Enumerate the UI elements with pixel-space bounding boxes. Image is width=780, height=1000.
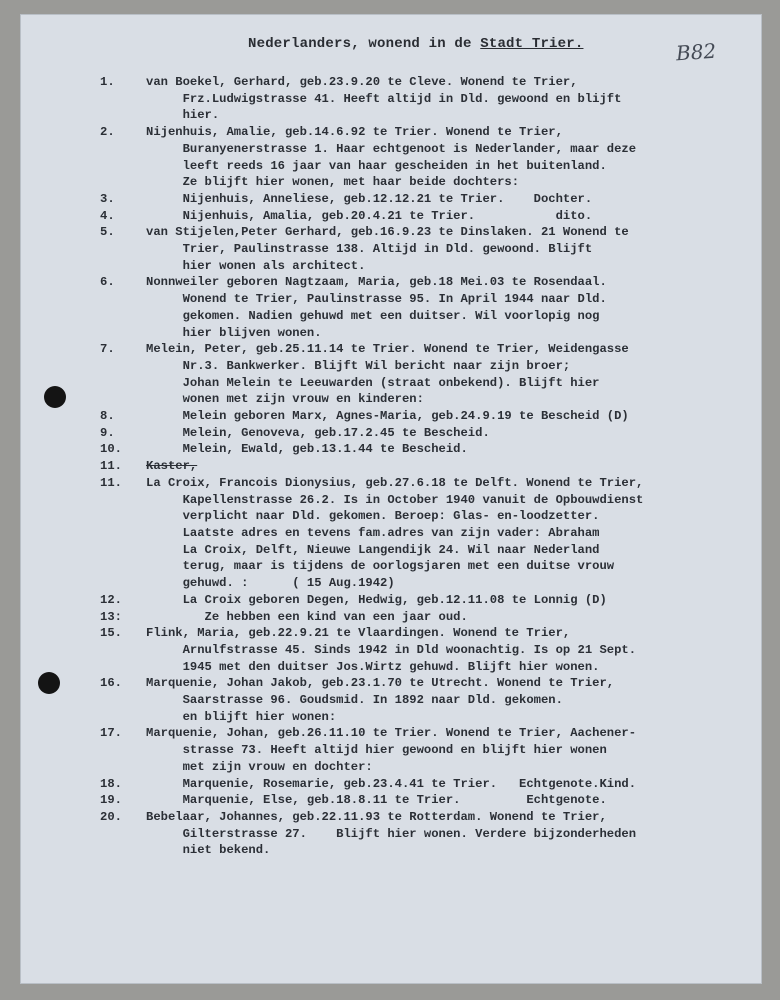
entry-number: 2. (100, 125, 115, 140)
entry-number: 8. (100, 409, 115, 424)
entry-number: 15. (100, 626, 122, 641)
entry-text: Melein, Genoveva, geb.17.2.45 te Bescheid. (146, 425, 490, 440)
list-item (100, 441, 750, 458)
entry-number: 18. (100, 776, 122, 791)
entry-number: 7. (100, 342, 115, 357)
title-prefix: Nederlanders, wonend in de (248, 36, 481, 52)
list-item (100, 274, 750, 341)
punch-hole-top (44, 386, 66, 408)
entry-list (100, 74, 750, 859)
list-item (100, 458, 750, 475)
entry-text: van Stijelen,Peter Gerhard, geb.16.9.23 te Dinslaken. 21 Wonend te Trier, Paulinstrasse 138. Altijd in Dld. gewoond. Blijft hier wonen als architect. (146, 225, 629, 273)
list-item (100, 792, 750, 809)
entry-text: Nijenhuis, Anneliese, geb.12.12.21 te Trier. Dochter. (146, 191, 593, 206)
list-item (100, 208, 750, 225)
list-item (100, 809, 750, 859)
entry-text: Marquenie, Johan Jakob, geb.23.1.70 te Utrecht. Wonend te Trier, Saarstrasse 96. Goudsmid. In 1892 naar Dld. gekomen. en blijft hier wonen: (146, 676, 615, 724)
entry-number: 12. (100, 592, 122, 607)
entry-number: 17. (100, 726, 122, 741)
entry-text: Melein, Peter, geb.25.11.14 te Trier. Wonend te Trier, Weidengasse Nr.3. Bankwerker. Blijft Wil bericht naar zijn broer; Johan Melein te Leeuwarden (straat onbekend). Blijft hier wonen met zijn vrouw en kinderen: (146, 342, 629, 407)
entry-text: Kaster, (146, 459, 198, 474)
entry-text: Melein, Ewald, geb.13.1.44 te Bescheid. (146, 442, 468, 457)
entry-number: 3. (100, 191, 115, 206)
entry-number: 13: (100, 609, 122, 624)
list-item (100, 592, 750, 609)
entry-number: 11. (100, 475, 122, 490)
list-item (100, 475, 750, 592)
title-place: Stadt Trier. (480, 36, 584, 52)
entry-number: 16. (100, 676, 122, 691)
entry-text: Bebelaar, Johannes, geb.22.11.93 te Rotterdam. Wonend te Trier, Gilterstrasse 27. Blijft hier wonen. Verdere bijzonderheden niet bekend. (146, 809, 637, 858)
entry-text: Flink, Maria, geb.22.9.21 te Vlaardingen. Wonend te Trier, Arnulfstrasse 45. Sinds 1942 in Dld woonachtig. Is op 21 Sept. 1945 met den duitser Jos.Wirtz gehuwd. Blijft hier wonen. (146, 626, 637, 674)
list-item (100, 224, 750, 274)
list-item (100, 408, 750, 425)
list-item (100, 425, 750, 442)
list-item (100, 725, 750, 775)
document-page (20, 14, 762, 984)
entry-text: Ze hebben een kind van een jaar oud. (146, 609, 468, 624)
entry-number: 19. (100, 793, 122, 808)
list-item (100, 675, 750, 725)
list-item (100, 74, 750, 124)
document-title (248, 36, 583, 52)
punch-hole-bottom (38, 672, 60, 694)
entry-number: 6. (100, 275, 115, 290)
list-item (100, 341, 750, 408)
entry-text: La Croix, Francois Dionysius, geb.27.6.18 te Delft. Wonend te Trier, Kapellenstrasse 26.2. Is in October 1940 vanuit de Opbouwdienst verplicht naar Dld. gekomen. Beroep: Glas- en-loodzetter. Laatste adres en tevens fam.adres van zijn vader: Abraham La Croix, Delft, Nieuwe Langendijk 24. Wil naar Nederland terug, maar is tijdens de oorlogsjaren met een duitse vrouw gehuwd. : ( 15 Aug.1942) (146, 475, 644, 591)
entry-number: 20. (100, 809, 122, 824)
list-item (100, 776, 750, 793)
list-item (100, 625, 750, 675)
entry-text: Marquenie, Else, geb.18.8.11 te Trier. Echtgenote. (146, 793, 607, 808)
entry-text: Marquenie, Johan, geb.26.11.10 te Trier. Wonend te Trier, Aachener- strasse 73. Heeft altijd hier gewoond en blijft hier wonen met zijn vrouw en dochter: (146, 726, 637, 774)
archive-number: B82 (675, 38, 717, 66)
entry-text: Marquenie, Rosemarie, geb.23.4.41 te Trier. Echtgenote.Kind. (146, 776, 637, 791)
list-item (100, 609, 750, 626)
entry-number: 1. (100, 75, 115, 89)
entry-number: 5. (100, 225, 115, 240)
entry-number: 11. (100, 459, 122, 474)
entry-text: La Croix geboren Degen, Hedwig, geb.12.11.08 te Lonnig (D) (146, 592, 607, 607)
list-item (100, 191, 750, 208)
entry-text: van Boekel, Gerhard, geb.23.9.20 te Cleve. Wonend te Trier, Frz.Ludwigstrasse 41. Heeft altijd in Dld. gewoond en blijft hier. (146, 75, 622, 123)
list-item (100, 124, 750, 191)
entry-text: Nonnweiler geboren Nagtzaam, Maria, geb.18 Mei.03 te Rosendaal. Wonend te Trier, Paulinstrasse 95. In April 1944 naar Dld. gekomen. Nadien gehuwd met een duitser. Wil voorlopig nog hier blijven wonen. (146, 275, 607, 340)
entry-text: Nijenhuis, Amalia, geb.20.4.21 te Trier. dito. (146, 208, 593, 223)
entry-text: Nijenhuis, Amalie, geb.14.6.92 te Trier. Wonend te Trier, Buranyenerstrasse 1. Haar echtgenoot is Nederlander, maar deze leeft reeds 16 jaar van haar gescheiden in het buitenland. Ze blijft hier wonen, met haar beide dochters: (146, 125, 637, 190)
entry-number: 10. (100, 442, 122, 457)
entry-number: 4. (100, 208, 115, 223)
entry-number: 9. (100, 425, 115, 440)
entry-text: Melein geboren Marx, Agnes-Maria, geb.24.9.19 te Bescheid (D) (146, 409, 629, 424)
